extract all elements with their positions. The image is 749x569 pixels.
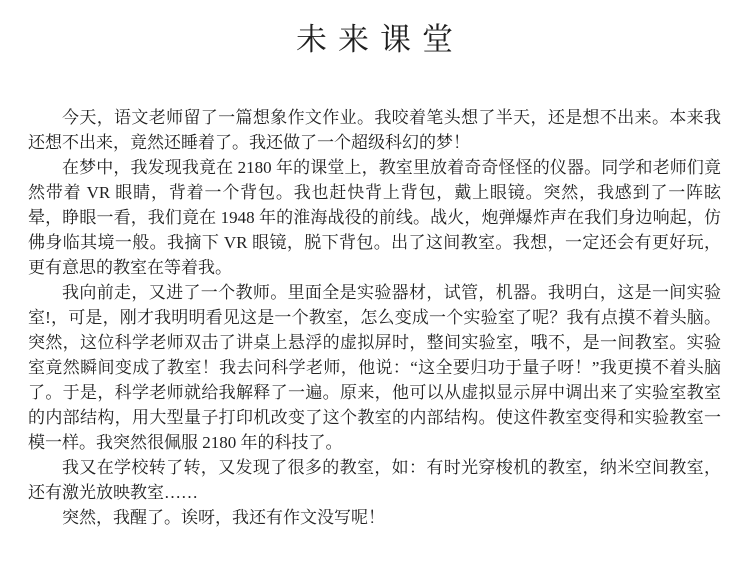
- document-title: 未来课堂: [296, 22, 464, 57]
- essay-paragraph-intro: 今天，语文老师留了一篇想象作文作业。我咬着笔头想了半天，还是想不出来。本来我还想不出来，竟然还睡着了。我还做了一个超级科幻的梦！: [28, 108, 721, 152]
- essay-paragraph-other-classrooms: 我又在学校转了转，又发现了很多的教室，如：有时光穿梭机的教室，纳米空间教室，还有激光放映教室……: [28, 458, 721, 502]
- essay-body: [0, 105, 749, 530]
- essay-paragraph-lab-classroom: 我向前走，又进了一个教师。里面全是实验器材，试管，机器。我明白，这是一间实验室!，可是，刚才我明明看见这是一个教室，怎么变成一个实验室了呢？我有点摸不着头脑。突然，这位科学老师双击了讲桌上悬浮的虚拟屏时，整间实验室，哦不，是一间教室。实验室竟然瞬间变成了教室！我去问科学老师，他说：“这全要归功于量子呀！”我更摸不着头脑了。于是，科学老师就给我解释了一遍。原来，他可以从虚拟显示屏中调出来了实验室教室的内部结构，用大型量子打印机改变了这个教室的内部结构。使这件教室变得和实验教室一模一样。我突然很佩服 2180 年的科技了。: [28, 283, 721, 452]
- essay-paragraph-wakeup: 突然，我醒了。诶呀，我还有作文没写呢！: [62, 508, 385, 527]
- essay-paragraph-dream-vr: 在梦中，我发现我竟在 2180 年的课堂上，教室里放着奇奇怪怪的仪器。同学和老师们竟然带着 VR 眼睛，背着一个背包。我也赶快背上背包，戴上眼镜。突然，我感到了一阵眩晕，睁眼一看，我们竟在 1948 年的淮海战役的前线。战火，炮弹爆炸声在我们身边响起，仿佛身临其境一般。我摘下 VR 眼镜，脱下背包。出了这间教室。我想，一定还会有更好玩，更有意思的教室在等着我。: [28, 158, 721, 277]
